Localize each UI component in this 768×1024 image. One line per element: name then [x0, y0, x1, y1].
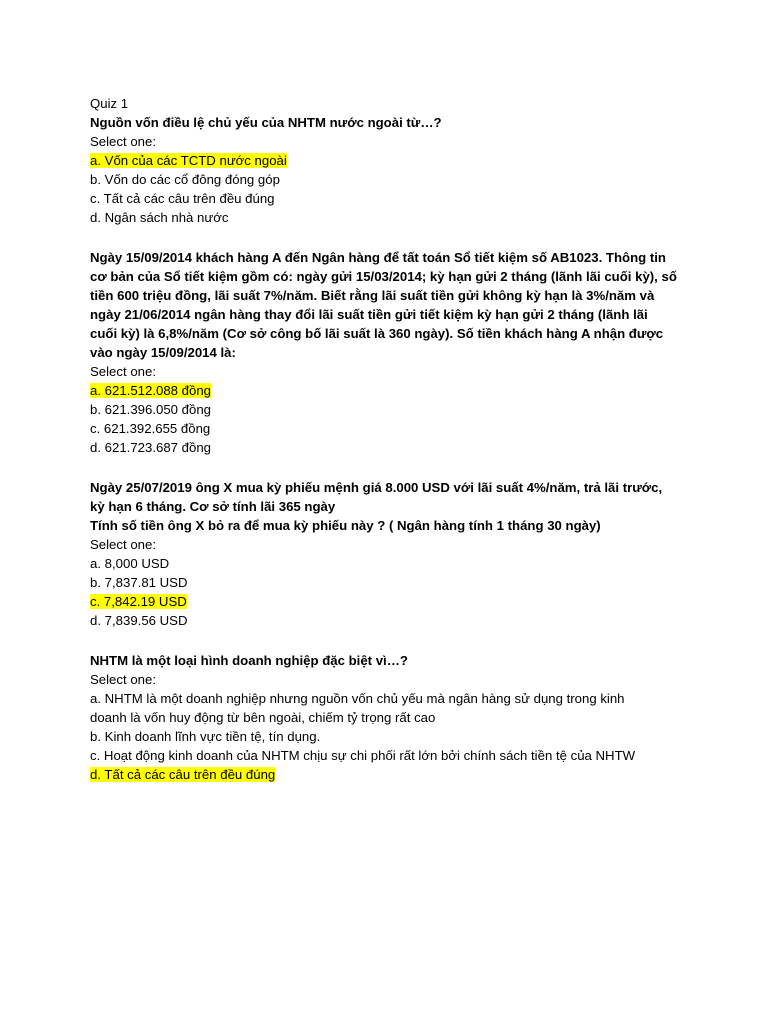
answer-option: [90, 727, 688, 746]
question-text: vào ngày 15/09/2014 là:: [90, 345, 236, 360]
answer-option: [90, 189, 688, 208]
answer-option: [90, 151, 688, 170]
answer-option-text: b. Kinh doanh lĩnh vực tiền tệ, tín dụng.: [90, 729, 321, 744]
answer-option-text: b. 7,837.81 USD: [90, 575, 188, 590]
answer-option: [90, 438, 688, 457]
question-text: NHTM là một loại hình doanh nghiệp đặc biệt vì…?: [90, 653, 408, 668]
answer-option-text: d. 621.723.687 đồng: [90, 440, 211, 455]
answer-option: [90, 573, 688, 592]
select-one-label: Select one:: [90, 672, 156, 687]
question-block: [90, 651, 688, 784]
answer-option-highlighted-text: c. 7,842.19 USD: [90, 594, 187, 609]
question-text: cơ bản của Sổ tiết kiệm gồm có: ngày gửi 15/03/2014; kỳ hạn gửi 2 tháng (lãnh lãi cuối kỳ), số: [90, 269, 677, 284]
question-text: tiền 600 triệu đồng, lãi suất 7%/năm. Biết rằng lãi suất tiền gửi không kỳ hạn là 3%/năm và: [90, 288, 655, 303]
answer-option: [90, 689, 688, 708]
answer-option: [90, 381, 688, 400]
select-one-label: Select one:: [90, 537, 156, 552]
answer-option: [90, 419, 688, 438]
question-text: Tính số tiền ông X bỏ ra để mua kỳ phiếu này ? ( Ngân hàng tính 1 tháng 30 ngày): [90, 518, 601, 533]
answer-option-text: c. Hoạt động kinh doanh của NHTM chịu sự chi phối rất lớn bởi chính sách tiền tệ của NHTW: [90, 748, 636, 763]
question-block: [90, 248, 688, 457]
question-text: kỳ hạn 6 tháng. Cơ sở tính lãi 365 ngày: [90, 499, 336, 514]
answer-option: [90, 611, 688, 630]
question-text: Nguồn vốn điều lệ chủ yếu của NHTM nước ngoài từ…?: [90, 115, 442, 130]
answer-option: [90, 708, 688, 727]
question-block: [90, 113, 688, 227]
answer-option: [90, 746, 688, 765]
answer-option: [90, 208, 688, 227]
question-text: Ngày 15/09/2014 khách hàng A đến Ngân hàng để tất toán Sổ tiết kiệm số AB1023. Thông tin: [90, 250, 666, 265]
answer-option-text: a. NHTM là một doanh nghiệp nhưng nguồn vốn chủ yếu mà ngân hàng sử dụng trong kinh: [90, 691, 625, 706]
answer-option: [90, 400, 688, 419]
answer-option-highlighted-text: a. 621.512.088 đồng: [90, 383, 211, 398]
answer-option-text: d. 7,839.56 USD: [90, 613, 188, 628]
answer-option-highlighted-text: a. Vốn của các TCTD nước ngoài: [90, 153, 287, 168]
select-one-label: Select one:: [90, 134, 156, 149]
answer-option-highlighted-text: d. Tất cả các câu trên đều đúng: [90, 767, 276, 782]
select-one-label: Select one:: [90, 364, 156, 379]
answer-option: [90, 170, 688, 189]
question-block: [90, 478, 688, 630]
answer-option-text: c. 621.392.655 đồng: [90, 421, 211, 436]
question-list: [90, 113, 688, 784]
answer-option: [90, 554, 688, 573]
answer-option-text: c. Tất cả các câu trên đều đúng: [90, 191, 275, 206]
quiz-title: Quiz 1: [90, 96, 129, 111]
question-text: ngày 21/06/2014 ngân hàng thay đổi lãi suất tiền gửi tiết kiệm kỳ hạn gửi 2 tháng (lãnh lãi: [90, 307, 648, 322]
answer-option-text: d. Ngân sách nhà nước: [90, 210, 229, 225]
answer-option-text: b. 621.396.050 đồng: [90, 402, 211, 417]
answer-option-text: a. 8,000 USD: [90, 556, 170, 571]
answer-option: [90, 765, 688, 784]
question-text: Ngày 25/07/2019 ông X mua kỳ phiếu mệnh giá 8.000 USD với lãi suất 4%/năm, trả lãi trước,: [90, 480, 663, 495]
answer-option-text: b. Vốn do các cổ đông đóng góp: [90, 172, 280, 187]
question-text: cuối kỳ) là 6,8%/năm (Cơ sở công bố lãi suất là 360 ngày). Số tiền khách hàng A nhận được: [90, 326, 664, 341]
answer-option: [90, 592, 688, 611]
answer-option-text: doanh là vốn huy động từ bên ngoài, chiếm tỷ trọng rất cao: [90, 710, 436, 725]
